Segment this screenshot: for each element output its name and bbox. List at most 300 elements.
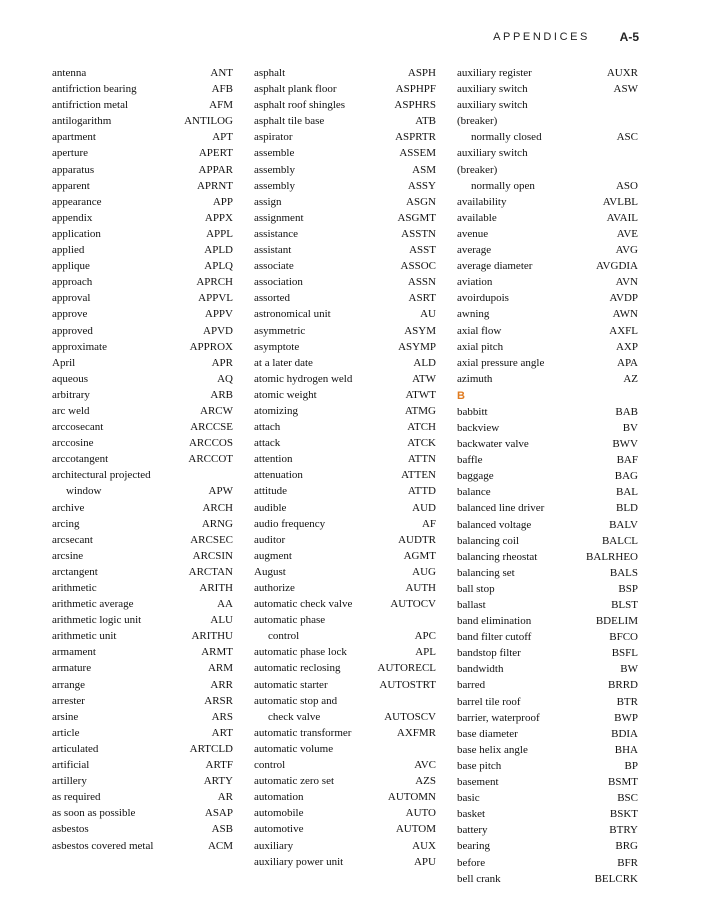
entry-term: base pitch: [457, 759, 502, 772]
glossary-entry: [254, 660, 436, 676]
entry-term: arithmetic average: [52, 598, 134, 611]
entry-abbreviation: BFCO: [609, 631, 638, 644]
entry-term: applied: [52, 244, 85, 257]
entry-term: appearance: [52, 195, 102, 208]
entry-term: balance: [457, 486, 491, 499]
entry-abbreviation: ARM: [207, 662, 233, 675]
entry-abbreviation: BALRHEO: [586, 550, 638, 563]
glossary-entry: [52, 612, 233, 628]
entry-abbreviation: APPVL: [198, 292, 233, 305]
column-2: [254, 65, 436, 870]
entry-abbreviation: ARMT: [201, 646, 233, 659]
glossary-entry: [52, 274, 233, 290]
glossary-entry: [254, 419, 436, 435]
glossary-entry: [52, 725, 233, 741]
entry-abbreviation: ATB: [415, 115, 436, 128]
entry-abbreviation: ARITHU: [191, 630, 233, 643]
glossary-entry: [457, 581, 638, 597]
entry-term: backwater valve: [457, 438, 529, 451]
glossary-entry: [52, 387, 233, 403]
entry-abbreviation: APC: [414, 630, 436, 643]
entry-term: bandstop filter: [457, 647, 521, 660]
entry-term: artillery: [52, 775, 87, 788]
glossary-entry: [52, 773, 233, 789]
entry-term: ball stop: [457, 582, 495, 595]
glossary-entry: [457, 645, 638, 661]
glossary-entry: [457, 145, 638, 193]
glossary-entry: [457, 194, 638, 210]
entry-abbreviation: AUTOCV: [390, 598, 436, 611]
glossary-entry: [457, 742, 638, 758]
entry-term: attention: [254, 453, 293, 466]
entry-term: arsine: [52, 710, 79, 723]
entry-abbreviation: ARB: [210, 388, 233, 401]
entry-abbreviation: APERT: [198, 147, 233, 160]
glossary-entry: [52, 242, 233, 258]
entry-abbreviation: ASW: [613, 83, 638, 96]
entry-abbreviation: APLQ: [204, 260, 233, 273]
glossary-entry: [254, 290, 436, 306]
entry-abbreviation: ATW: [412, 372, 436, 385]
entry-term: antenna: [52, 67, 87, 79]
glossary-entry: [254, 483, 436, 499]
entry-term: approval: [52, 292, 91, 305]
glossary-entry: [457, 822, 638, 838]
entry-term: average: [457, 244, 492, 257]
entry-abbreviation: ACM: [207, 839, 233, 852]
entry-term: apparatus: [52, 163, 95, 176]
entry-term: automatic transformer: [254, 726, 352, 739]
entry-abbreviation: ASGMT: [397, 211, 436, 224]
glossary-entry: [457, 613, 638, 629]
entry-abbreviation: APLD: [204, 244, 233, 257]
column-1: [52, 65, 233, 854]
entry-abbreviation: AFB: [211, 83, 233, 96]
glossary-entry: [254, 210, 436, 226]
entry-term: balancing rheostat: [457, 550, 538, 563]
glossary-entry: [457, 710, 638, 726]
glossary-entry: [457, 517, 638, 533]
entry-term: barred: [457, 679, 486, 692]
entry-abbreviation: ASYM: [404, 324, 436, 337]
entry-abbreviation: ARCCSE: [190, 421, 233, 434]
entry-abbreviation: APPROX: [189, 340, 233, 353]
entry-term: August: [254, 565, 286, 578]
glossary-entry: [457, 290, 638, 306]
entry-abbreviation: ASM: [412, 163, 436, 176]
glossary-entry: [52, 323, 233, 339]
entry-term: articulated: [52, 742, 99, 755]
entry-term: basket: [457, 808, 486, 821]
glossary-entry: [457, 500, 638, 516]
entry-term: bearing: [457, 840, 490, 853]
entry-abbreviation: AVGDIA: [596, 260, 638, 273]
entry-term: arc weld: [52, 404, 90, 417]
entry-term: associate: [254, 260, 294, 273]
entry-term: automatic starter: [254, 678, 328, 691]
entry-term: baffle: [457, 454, 483, 467]
entry-term: armament: [52, 646, 96, 659]
glossary-entry: [457, 306, 638, 322]
entry-abbreviation: ASPH: [407, 67, 436, 79]
entry-abbreviation: BV: [622, 421, 638, 434]
entry-abbreviation: ASRT: [408, 292, 436, 305]
entry-term: arithmetic: [52, 582, 97, 594]
entry-abbreviation: ATTN: [407, 453, 436, 466]
entry-term: balancing set: [457, 566, 515, 579]
entry-abbreviation: AXFL: [609, 324, 638, 337]
glossary-entry: [254, 274, 436, 290]
glossary-entry: [254, 451, 436, 467]
entry-abbreviation: ASPHPF: [395, 83, 436, 96]
entry-abbreviation: BWP: [614, 711, 638, 724]
entry-abbreviation: BALCL: [601, 534, 638, 547]
entry-term: automatic stop and: [254, 694, 338, 707]
entry-term: asbestos covered metal: [52, 839, 154, 852]
glossary-entry: [52, 178, 233, 194]
entry-abbreviation: BSFL: [611, 647, 638, 660]
glossary-entry: [254, 162, 436, 178]
entry-term: auxiliary switch (breaker): [457, 147, 528, 176]
entry-abbreviation: BSP: [618, 582, 638, 595]
entry-term: automotive: [254, 823, 304, 836]
entry-abbreviation: ARCCOT: [188, 453, 233, 466]
glossary-entry: [457, 65, 638, 81]
entry-term: aviation: [457, 276, 493, 289]
entry-term: azimuth: [457, 372, 493, 385]
entry-term: battery: [457, 824, 488, 837]
glossary-entry: [457, 226, 638, 242]
entry-term: atomic hydrogen weld: [254, 372, 353, 385]
glossary-entry: [457, 323, 638, 339]
entry-term: approximate: [52, 340, 107, 353]
entry-abbreviation: APW: [208, 485, 233, 498]
entry-abbreviation: AVG: [615, 244, 638, 257]
entry-abbreviation: AGMT: [403, 549, 436, 562]
glossary-entry: [254, 242, 436, 258]
entry-term: balanced line driver: [457, 502, 545, 515]
glossary-entry: [52, 226, 233, 242]
glossary-entry: [254, 854, 436, 870]
entry-term: awning: [457, 308, 490, 321]
entry-term: attach: [254, 421, 281, 434]
entry-abbreviation: BHA: [614, 743, 638, 756]
entry-term: balancing coil: [457, 534, 520, 547]
page-number: A-5: [619, 30, 639, 44]
entry-abbreviation: AVC: [414, 759, 436, 772]
entry-abbreviation: ARSR: [204, 694, 233, 707]
glossary-entry: [254, 81, 436, 97]
entry-term: approve: [52, 308, 88, 321]
glossary-entry: [457, 533, 638, 549]
entry-abbreviation: BRG: [615, 840, 638, 853]
glossary-entry: [52, 467, 233, 499]
entry-term: antilogarithm: [52, 115, 112, 128]
entry-term: armature: [52, 662, 92, 675]
glossary-entry: [52, 580, 233, 596]
glossary-entry: [52, 355, 233, 371]
entry-term: assistant: [254, 244, 292, 257]
glossary-entry: [254, 194, 436, 210]
glossary-entry: [457, 274, 638, 290]
entry-term: auxiliary power unit: [254, 855, 344, 868]
glossary-entry: [254, 693, 436, 725]
glossary-entry: [52, 403, 233, 419]
glossary-entry: [254, 178, 436, 194]
entry-term: atomizing: [254, 404, 298, 417]
glossary-entry: [457, 597, 638, 613]
glossary-entry: [457, 629, 638, 645]
entry-abbreviation: BAB: [615, 405, 638, 418]
glossary-entry: [52, 258, 233, 274]
entry-term: avoirdupois: [457, 292, 509, 305]
entry-term: automatic phase lock: [254, 646, 347, 659]
entry-abbreviation: ARNG: [201, 517, 233, 530]
entry-term: atomic weight: [254, 388, 317, 401]
glossary-entry: [254, 323, 436, 339]
glossary-entry: [52, 81, 233, 97]
glossary-entry: [254, 435, 436, 451]
glossary-entry: [52, 789, 233, 805]
entry-term-continued: control: [268, 630, 300, 643]
entry-abbreviation: ATCK: [407, 437, 436, 450]
entry-abbreviation: BP: [624, 759, 638, 772]
glossary-entry: [254, 500, 436, 516]
glossary-entry: [457, 452, 638, 468]
glossary-entry: [457, 790, 638, 806]
entry-term: base diameter: [457, 727, 518, 740]
entry-abbreviation: AQ: [217, 372, 233, 385]
entry-term: architectural projected: [52, 469, 151, 482]
entry-abbreviation: AF: [421, 517, 436, 530]
entry-abbreviation: APT: [212, 131, 233, 144]
entry-term: apparent: [52, 179, 90, 192]
entry-abbreviation: AXP: [615, 340, 638, 353]
glossary-entry: [254, 339, 436, 355]
entry-abbreviation: AUTOSCV: [384, 710, 436, 723]
entry-abbreviation: BW: [620, 663, 638, 676]
entry-term: asphalt plank floor: [254, 83, 337, 96]
glossary-entry: [254, 129, 436, 145]
entry-abbreviation: ALD: [413, 356, 436, 369]
entry-abbreviation: APL: [415, 646, 436, 659]
entry-term: automatic check valve: [254, 598, 353, 611]
entry-abbreviation: ATWT: [405, 388, 436, 401]
entry-abbreviation: AUD: [412, 501, 436, 514]
entry-abbreviation: BAL: [616, 486, 638, 499]
glossary-entry: [457, 484, 638, 500]
entry-abbreviation: ANT: [210, 67, 233, 79]
glossary-entry: [52, 306, 233, 322]
entry-abbreviation: BRRD: [608, 679, 638, 692]
entry-term: application: [52, 227, 101, 240]
entry-term: arcing: [52, 517, 80, 530]
entry-abbreviation: AUX: [412, 839, 436, 852]
glossary-entry: [254, 387, 436, 403]
entry-term: artificial: [52, 759, 90, 772]
entry-term: bell crank: [457, 872, 501, 885]
entry-term: aqueous: [52, 372, 89, 385]
glossary-entry: [52, 451, 233, 467]
entry-term: before: [457, 856, 486, 869]
entry-term: arrester: [52, 694, 85, 707]
glossary-entry: [52, 532, 233, 548]
glossary-entry: [457, 404, 638, 420]
glossary-entry: [254, 306, 436, 322]
entry-term: arithmetic unit: [52, 630, 117, 643]
entry-abbreviation: ANTILOG: [184, 115, 233, 128]
entry-term: as soon as possible: [52, 807, 136, 820]
entry-abbreviation: AR: [217, 791, 233, 804]
glossary-entry: [254, 677, 436, 693]
entry-abbreviation: AU: [420, 308, 436, 321]
entry-term: ballast: [457, 599, 486, 611]
glossary-entry: [52, 145, 233, 161]
glossary-entry: [52, 113, 233, 129]
glossary-entry: [457, 210, 638, 226]
entry-abbreviation: AUXR: [606, 67, 638, 79]
entry-abbreviation: BSKT: [609, 808, 638, 821]
entry-term: arccotangent: [52, 453, 109, 466]
glossary-entry: [254, 805, 436, 821]
entry-abbreviation: AXFMR: [396, 726, 436, 739]
entry-abbreviation: BDIA: [611, 727, 638, 740]
glossary-entry: [254, 644, 436, 660]
entry-term: automobile: [254, 807, 304, 820]
entry-abbreviation: ASSTN: [401, 227, 436, 240]
glossary-entry: [52, 660, 233, 676]
entry-abbreviation: ASPHRS: [394, 99, 436, 112]
glossary-entry: [457, 339, 638, 355]
glossary-entry: [254, 258, 436, 274]
entry-term-continued: window: [66, 485, 102, 498]
glossary-entry: [52, 500, 233, 516]
entry-abbreviation: AVN: [615, 276, 638, 289]
entry-term: asphalt roof shingles: [254, 99, 346, 112]
glossary-entry: [52, 516, 233, 532]
glossary-entry: [457, 258, 638, 274]
entry-abbreviation: AUTH: [405, 582, 436, 594]
glossary-entry: [254, 371, 436, 387]
entry-abbreviation: ARCTAN: [188, 565, 233, 578]
glossary-entry: [52, 210, 233, 226]
entry-abbreviation: AUTO: [405, 807, 436, 820]
entry-abbreviation: AZS: [415, 775, 436, 788]
glossary-entry: [457, 549, 638, 565]
glossary-entry: [254, 97, 436, 113]
glossary-entry: [52, 419, 233, 435]
glossary-entry: [254, 564, 436, 580]
entry-term: auxiliary register: [457, 67, 532, 79]
entry-term: April: [52, 356, 76, 369]
entry-abbreviation: AVDP: [609, 292, 638, 305]
entry-abbreviation: AUDTR: [398, 533, 436, 546]
glossary-entry: [52, 371, 233, 387]
page-header: [0, 31, 702, 49]
entry-term: authorize: [254, 582, 295, 594]
entry-term: augment: [254, 549, 292, 562]
entry-term: attack: [254, 437, 281, 450]
entry-term-continued: check valve: [268, 710, 321, 723]
section-letter: B: [457, 389, 465, 402]
entry-abbreviation: BFR: [617, 856, 638, 869]
glossary-entry: [254, 548, 436, 564]
entry-term: bandwidth: [457, 663, 504, 676]
glossary-entry: [52, 628, 233, 644]
entry-abbreviation: AVLBL: [602, 195, 638, 208]
entry-term: asphalt tile base: [254, 115, 325, 128]
entry-term: auxiliary: [254, 839, 294, 852]
entry-term: arcsine: [52, 549, 84, 562]
entry-term: as required: [52, 791, 101, 804]
entry-term: asphalt: [254, 67, 286, 79]
glossary-entry: [52, 65, 233, 81]
glossary-entry: [457, 81, 638, 97]
entry-term: barrier, waterproof: [457, 711, 540, 724]
glossary-entry: [52, 290, 233, 306]
glossary-entry: [254, 226, 436, 242]
entry-abbreviation: BSC: [617, 792, 638, 805]
entry-term: aspirator: [254, 131, 293, 144]
entry-abbreviation: BTRY: [609, 824, 638, 837]
entry-term: assemble: [254, 147, 295, 160]
entry-term: audio frequency: [254, 517, 326, 530]
entry-term: average diameter: [457, 260, 533, 273]
glossary-entry: [254, 516, 436, 532]
entry-term: applique: [52, 260, 90, 273]
entry-abbreviation: APA: [617, 356, 638, 369]
entry-term: base helix angle: [457, 743, 528, 756]
entry-term: asbestos: [52, 823, 89, 836]
glossary-entry: [254, 789, 436, 805]
entry-abbreviation: BALS: [609, 566, 638, 579]
entry-term: arithmetic logic unit: [52, 614, 142, 627]
glossary-entry: [254, 838, 436, 854]
entry-abbreviation: ASSEM: [399, 147, 436, 160]
entry-term: availability: [457, 195, 507, 208]
glossary-entry: [457, 677, 638, 693]
entry-abbreviation: ATMG: [404, 404, 436, 417]
entry-abbreviation: ALU: [210, 614, 233, 627]
entry-term: association: [254, 276, 303, 289]
glossary-entry: [254, 580, 436, 596]
entry-term: auditor: [254, 533, 286, 546]
entry-term: basic: [457, 792, 480, 805]
entry-abbreviation: BELCRK: [594, 872, 638, 885]
glossary-entry: [52, 97, 233, 113]
entry-abbreviation: APVD: [203, 324, 233, 337]
entry-abbreviation: ASST: [409, 244, 436, 257]
glossary-entry: [254, 113, 436, 129]
entry-abbreviation: BAG: [614, 470, 638, 483]
entry-abbreviation: AVE: [616, 227, 638, 240]
entry-term: assorted: [254, 292, 291, 305]
entry-term: arccosine: [52, 437, 94, 450]
entry-abbreviation: ASAP: [204, 807, 233, 820]
glossary-entry: [52, 838, 233, 854]
entry-abbreviation: ATTEN: [401, 469, 436, 482]
entry-term: assistance: [254, 227, 298, 240]
glossary-entry: [52, 741, 233, 757]
entry-term: arccosecant: [52, 421, 104, 434]
entry-abbreviation: ASSN: [407, 276, 436, 289]
entry-term: baggage: [457, 470, 494, 483]
entry-term: article: [52, 726, 80, 739]
entry-abbreviation: ASO: [615, 179, 638, 192]
entry-term: attenuation: [254, 469, 303, 482]
entry-term: band filter cutoff: [457, 631, 532, 644]
glossary-entry: [457, 726, 638, 742]
